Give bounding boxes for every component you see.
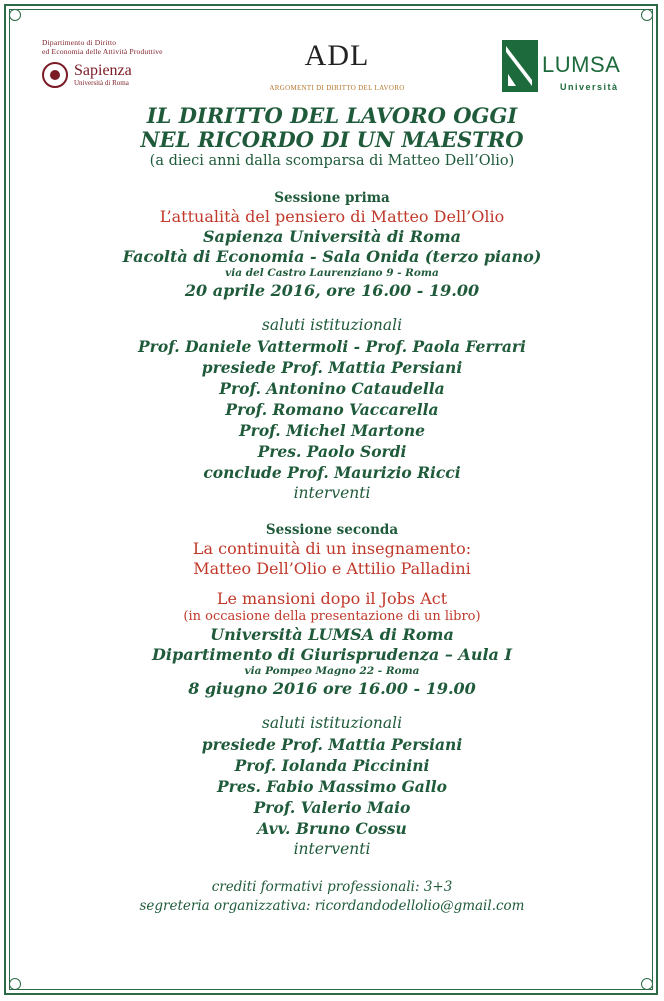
session2-program-item: interventi — [293, 840, 371, 858]
page-title-line-2: NEL RICORDO DI UN MAESTRO — [140, 127, 524, 152]
session2-university: Università LUMSA di Roma — [210, 625, 454, 644]
session2-topic-line-2: Matteo Dell’Olio e Attilio Palladini — [193, 559, 471, 578]
session1-venue: Facoltà di Economia - Sala Onida (terzo piano) — [122, 247, 542, 266]
session2-heading: Sessione seconda — [265, 522, 399, 538]
page-subtitle: (a dieci anni dalla scomparsa di Matteo Dell’Olio) — [149, 153, 515, 169]
department-line-2: ed Economia delle Attività Produttive — [42, 47, 163, 56]
session1-heading: Sessione prima — [274, 190, 390, 206]
session1-program-item: Prof. Michel Martone — [239, 421, 425, 440]
session1-program-item: Prof. Daniele Vattermoli - Prof. Paola Ferrari — [138, 337, 526, 356]
sapienza-logo — [42, 38, 212, 88]
session1-program-item: presiede Prof. Mattia Persiani — [201, 358, 463, 377]
sapienza-subtitle: Università di Roma — [74, 79, 129, 87]
session1-program-item: Prof. Romano Vaccarella — [225, 400, 439, 419]
lumsa-name: LUMSA — [542, 52, 621, 77]
session2-program-item: Prof. Valerio Maio — [253, 798, 411, 817]
page-title-line-1: IL DIRITTO DEL LAVORO OGGI — [146, 103, 518, 128]
sapienza-seal-icon — [42, 62, 68, 88]
adl-logo — [262, 40, 412, 92]
session1-date: 20 aprile 2016, ore 16.00 - 19.00 — [184, 281, 480, 300]
lumsa-subtitle: Università — [560, 82, 619, 92]
lumsa-logo — [502, 40, 630, 96]
session1-program-item: conclude Prof. Maurizio Ricci — [203, 463, 461, 482]
department-line-1: Dipartimento di Diritto — [42, 38, 117, 47]
sapienza-name: Sapienza — [74, 62, 132, 79]
session2-topic-line-1: La continuità di un insegnamento: — [192, 539, 472, 558]
flyer-content — [0, 104, 664, 916]
session2-program-item: Pres. Fabio Massimo Gallo — [217, 777, 447, 796]
session1-topic: L’attualità del pensiero di Matteo Dell’Olio — [159, 207, 505, 226]
session1-program-item: Pres. Paolo Sordi — [257, 442, 407, 461]
session1-university: Sapienza Università di Roma — [202, 227, 462, 246]
session2-program-item: presiede Prof. Mattia Persiani — [201, 735, 463, 754]
footer-secretariat: segreteria organizzativa: ricordandodellolio@gmail.com — [139, 898, 525, 914]
session2-book-title: Le mansioni dopo il Jobs Act — [216, 589, 448, 608]
footer-credits: crediti formativi professionali: 3+3 — [211, 879, 453, 895]
session2-program-item: Avv. Bruno Cossu — [257, 819, 407, 838]
session2-program-item: saluti istituzionali — [261, 714, 403, 732]
session2-address: via Pompeo Magno 22 - Roma — [244, 665, 420, 677]
session2-book-note: (in occasione della presentazione di un libro) — [183, 609, 481, 624]
session1-address: via del Castro Laurenziano 9 - Roma — [225, 267, 439, 279]
session2-program-item: Prof. Iolanda Piccinini — [234, 756, 430, 775]
session2-date: 8 giugno 2016 ore 16.00 - 19.00 — [188, 679, 476, 698]
adl-subtitle: ARGOMENTI DI DIRITTO DEL LAVORO — [269, 84, 405, 92]
header-logos — [0, 0, 664, 110]
session1-program-item: Prof. Antonino Cataudella — [219, 379, 445, 398]
lumsa-emblem-icon — [502, 40, 538, 92]
session2-venue: Dipartimento di Giurisprudenza – Aula I — [152, 645, 512, 664]
adl-mark: ADL — [304, 39, 370, 72]
session1-program-item: interventi — [293, 484, 371, 502]
session1-program-item: saluti istituzionali — [261, 316, 403, 334]
